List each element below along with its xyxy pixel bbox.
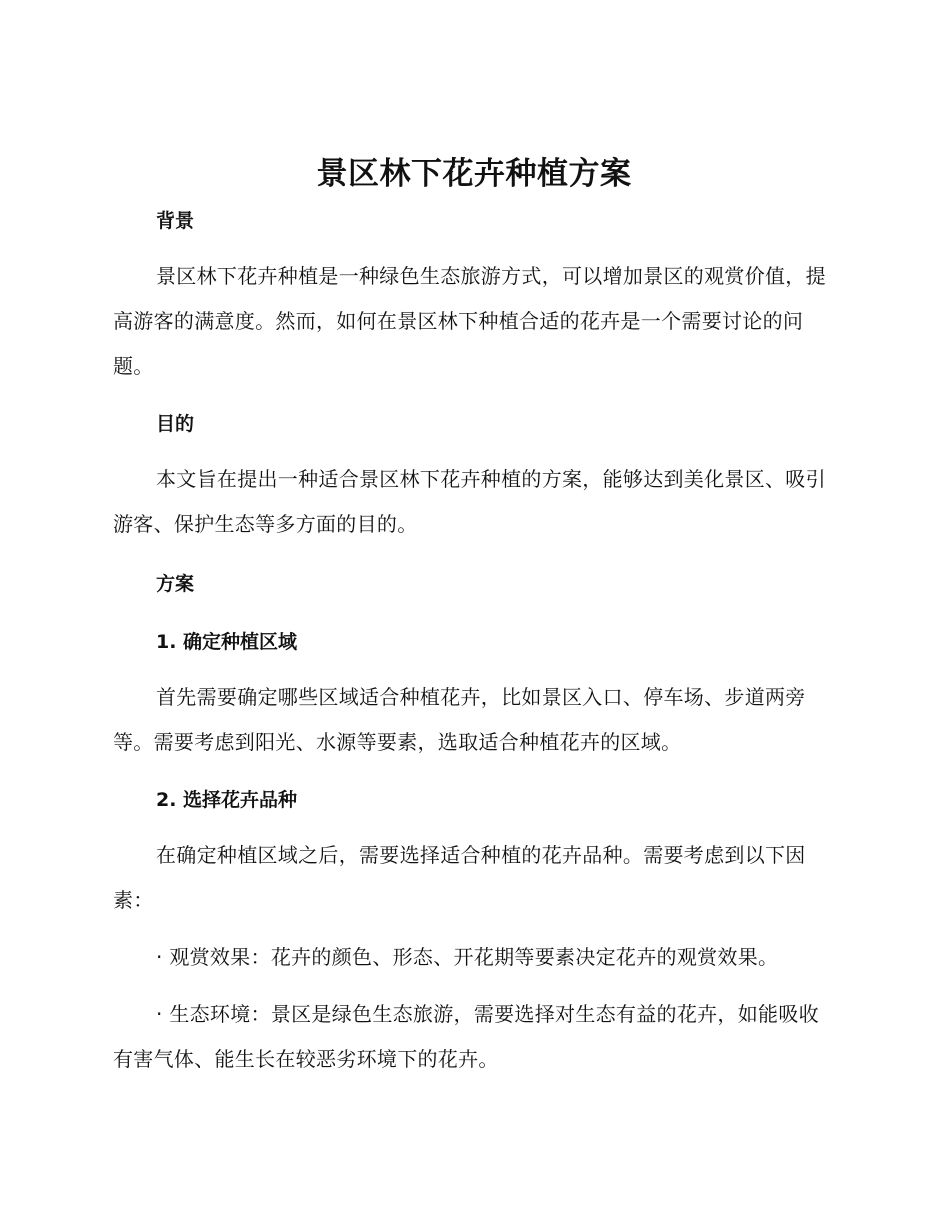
step2-heading: 2. 选择花卉品种 — [156, 789, 298, 811]
step2-paragraph: 在确定种植区域之后，需要选择适合种植的花卉品种。需要考虑到以下因素： — [113, 843, 806, 912]
plan-heading: 方案 — [156, 573, 195, 595]
document-title: 景区林下花卉种植方案 — [316, 156, 632, 192]
document-content — [113, 150, 835, 1082]
background-paragraph: 景区林下花卉种植是一种绿色生态旅游方式，可以增加景区的观赏价值，提高游客的满意度。然而，如何在景区林下种植合适的花卉是一个需要讨论的问题。 — [113, 264, 826, 378]
purpose-heading: 目的 — [156, 413, 195, 435]
purpose-paragraph: 本文旨在提出一种适合景区林下花卉种植的方案，能够达到美化景区、吸引游客、保护生态等多方面的目的。 — [113, 467, 826, 536]
step1-paragraph: 首先需要确定哪些区域适合种植花卉，比如景区入口、停车场、步道两旁等。需要考虑到阳光、水源等要素，选取适合种植花卉的区域。 — [113, 685, 806, 754]
background-heading: 背景 — [156, 210, 195, 232]
step1-heading: 1. 确定种植区域 — [156, 631, 298, 653]
bullet-ornamental-effect: · 观赏效果：花卉的颜色、形态、开花期等要素决定花卉的观赏效果。 — [156, 945, 779, 969]
bullet-ecological-environment: · 生态环境：景区是绿色生态旅游，需要选择对生态有益的花卉，如能吸收有害气体、能生长在较恶劣环境下的花卉。 — [113, 1002, 819, 1071]
